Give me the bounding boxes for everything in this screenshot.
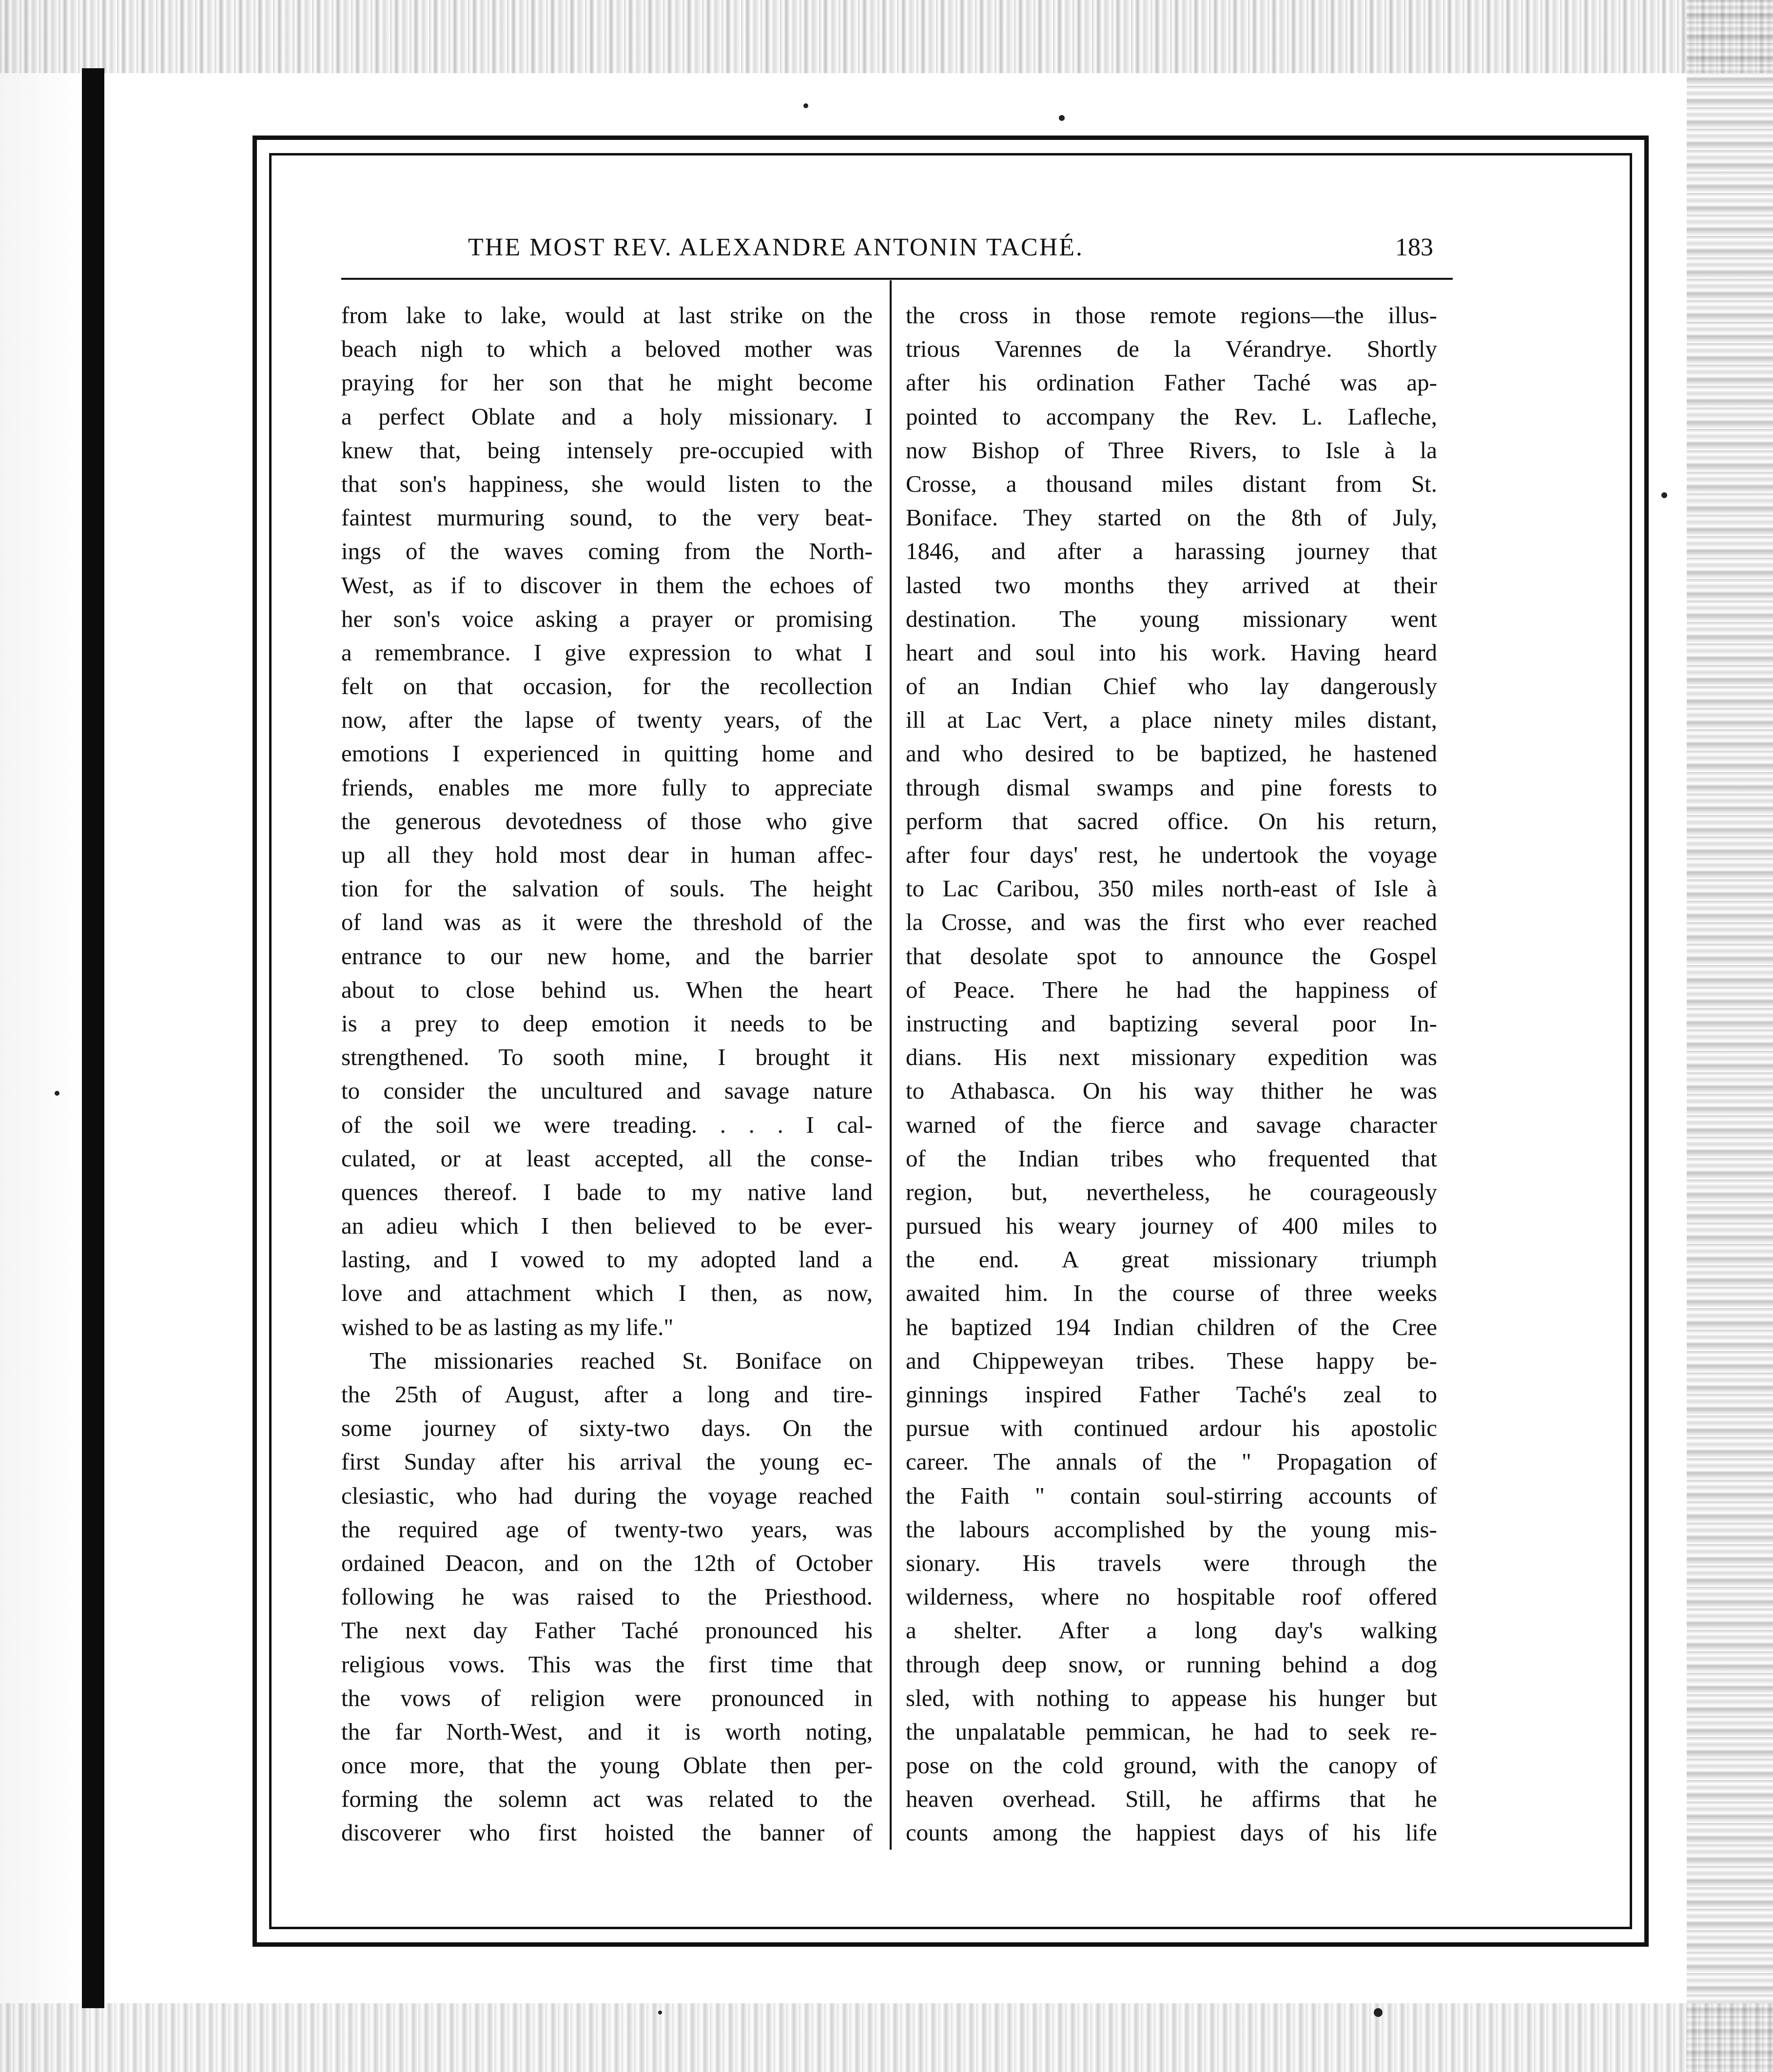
header-rule (341, 278, 1453, 280)
text-line: once more, that the young Oblate then per- (341, 1752, 873, 1779)
text-line: an adieu which I then believed to be ever- (341, 1212, 873, 1239)
scan-edge-bottom (0, 2003, 1773, 2072)
text-line: through dismal swamps and pine forests to (906, 774, 1437, 801)
text-line: strengthened. To sooth mine, I brought it (341, 1044, 873, 1071)
text-line: counts among the happiest days of his life (906, 1819, 1437, 1846)
text-line: now Bishop of Three Rivers, to Isle à la (906, 436, 1437, 464)
scan-speck (658, 2011, 662, 2014)
text-line: a shelter. After a long day's walking (906, 1617, 1437, 1644)
text-line: the labours accomplished by the young mis- (906, 1515, 1437, 1543)
text-line: quences thereof. I bade to my native land (341, 1178, 873, 1205)
text-line: Boniface. They started on the 8th of July, (906, 504, 1437, 531)
text-line: The missionaries reached St. Boniface on (370, 1347, 873, 1374)
text-line: awaited him. In the course of three weeks (906, 1279, 1437, 1307)
text-line: warned of the fierce and savage character (906, 1111, 1437, 1138)
text-line: the end. A great missionary triumph (906, 1246, 1437, 1273)
text-line: friends, enables me more fully to appreciate (341, 774, 873, 801)
text-line: ginnings inspired Father Taché's zeal to (906, 1381, 1437, 1408)
text-line: the Faith " contain soul-stirring accounts of (906, 1482, 1437, 1509)
text-line: from lake to lake, would at last strike on the (341, 302, 873, 329)
text-line: of Peace. There he had the happiness of (906, 976, 1437, 1003)
text-line: first Sunday after his arrival the young ec- (341, 1448, 873, 1475)
text-line: of the soil we were treading. . . . I cal- (341, 1111, 873, 1138)
scan-speck (1661, 492, 1667, 498)
text-line: beach nigh to which a beloved mother was (341, 335, 873, 363)
text-line: the unpalatable pemmican, he had to seek re- (906, 1718, 1437, 1745)
text-line: wilderness, where no hospitable roof offered (906, 1583, 1437, 1610)
text-line: of the Indian tribes who frequented that (906, 1144, 1437, 1172)
scan-speck (1059, 115, 1065, 121)
book-spine (82, 68, 104, 2008)
text-line: faintest murmuring sound, to the very beat- (341, 504, 873, 531)
text-line: some journey of sixty-two days. On the (341, 1414, 873, 1442)
text-line: entrance to our new home, and the barrier (341, 942, 873, 969)
text-line: love and attachment which I then, as now, (341, 1279, 873, 1307)
right-column (906, 298, 1437, 1850)
text-line: praying for her son that he might become (341, 369, 873, 396)
text-line: dians. His next missionary expedition was (906, 1044, 1437, 1071)
text-line: trious Varennes de la Vérandrye. Shortly (906, 335, 1437, 363)
text-line: the required age of twenty-two years, was (341, 1515, 873, 1543)
text-line: after his ordination Father Taché was ap- (906, 369, 1437, 396)
text-line: the generous devotedness of those who give (341, 807, 873, 834)
text-line: of land was as it were the threshold of the (341, 909, 873, 936)
text-line: felt on that occasion, for the recollection (341, 673, 873, 700)
text-line: perform that sacred office. On his return, (906, 807, 1437, 834)
text-line: knew that, being intensely pre-occupied with (341, 436, 873, 464)
running-title: THE MOST REV. ALEXANDRE ANTONIN TACHÉ. (468, 233, 1084, 261)
text-line: a remembrance. I give expression to what I (341, 639, 873, 666)
text-line: lasting, and I vowed to my adopted land a (341, 1246, 873, 1273)
text-line: to Athabasca. On his way thither he was (906, 1077, 1437, 1104)
column-divider (890, 280, 892, 1850)
text-line: la Crosse, and was the first who ever reached (906, 909, 1437, 936)
text-line: to Lac Caribou, 350 miles north-east of Isle à (906, 875, 1437, 902)
text-line: the cross in those remote regions—the illus- (906, 302, 1437, 329)
text-line: up all they hold most dear in human affec- (341, 841, 873, 868)
text-line: the vows of religion were pronounced in (341, 1684, 873, 1711)
text-line: discoverer who first hoisted the banner of (341, 1819, 873, 1846)
text-line: pointed to accompany the Rev. L. Lafleche, (906, 403, 1437, 430)
text-line: to consider the uncultured and savage nature (341, 1077, 873, 1104)
text-line: is a prey to deep emotion it needs to be (341, 1009, 873, 1037)
text-line: and Chippeweyan tribes. These happy be- (906, 1347, 1437, 1374)
text-line: sled, with nothing to appease his hunger but (906, 1684, 1437, 1711)
text-line: after four days' rest, he undertook the voyage (906, 841, 1437, 868)
text-line: ings of the waves coming from the North- (341, 538, 873, 565)
text-line: West, as if to discover in them the echoes of (341, 571, 873, 599)
text-line: following he was raised to the Priesthood. (341, 1583, 873, 1610)
page-number: 183 (1395, 233, 1433, 261)
text-line: her son's voice asking a prayer or promising (341, 605, 873, 632)
scan-speck (1374, 2008, 1383, 2017)
text-line: pursue with continued ardour his apostolic (906, 1414, 1437, 1442)
text-line: culated, or at least accepted, all the conse- (341, 1144, 873, 1172)
text-line: wished to be as lasting as my life." (341, 1313, 674, 1340)
text-line: pose on the cold ground, with the canopy of (906, 1752, 1437, 1779)
text-line: pursued his weary journey of 400 miles to (906, 1212, 1437, 1239)
text-line: instructing and baptizing several poor In- (906, 1009, 1437, 1037)
text-line: 1846, and after a harassing journey that (906, 538, 1437, 565)
scan-shadow (0, 0, 82, 2072)
text-line: and who desired to be baptized, he hastened (906, 740, 1437, 767)
text-line: forming the solemn act was related to the (341, 1785, 873, 1813)
text-line: he baptized 194 Indian children of the Cree (906, 1313, 1437, 1340)
scan-speck (55, 1091, 59, 1096)
text-line: The next day Father Taché pronounced his (341, 1617, 873, 1644)
scan-speck (803, 103, 808, 108)
text-line: emotions I experienced in quitting home and (341, 740, 873, 767)
text-line: ordained Deacon, and on the 12th of October (341, 1549, 873, 1576)
text-line: through deep snow, or running behind a dog (906, 1650, 1437, 1678)
text-line: that desolate spot to announce the Gospel (906, 942, 1437, 969)
text-line: tion for the salvation of souls. The height (341, 875, 873, 902)
text-line: about to close behind us. When the heart (341, 976, 873, 1003)
text-line: heart and soul into his work. Having heard (906, 639, 1437, 666)
text-line: of an Indian Chief who lay dangerously (906, 673, 1437, 700)
text-line: destination. The young missionary went (906, 605, 1437, 632)
text-line: religious vows. This was the first time that (341, 1650, 873, 1678)
text-line: clesiastic, who had during the voyage reached (341, 1482, 873, 1509)
text-line: that son's happiness, she would listen to the (341, 470, 873, 497)
text-line: a perfect Oblate and a holy missionary. I (341, 403, 873, 430)
left-column (341, 298, 873, 1850)
text-line: career. The annals of the " Propagation of (906, 1448, 1437, 1475)
text-line: lasted two months they arrived at their (906, 571, 1437, 599)
scan-edge-right (1687, 0, 1773, 2072)
text-line: ill at Lac Vert, a place ninety miles distant, (906, 706, 1437, 734)
text-line: region, but, nevertheless, he courageously (906, 1178, 1437, 1205)
text-line: now, after the lapse of twenty years, of the (341, 706, 873, 734)
text-line: Crosse, a thousand miles distant from St. (906, 470, 1437, 497)
text-line: the 25th of August, after a long and tire- (341, 1381, 873, 1408)
text-line: sionary. His travels were through the (906, 1549, 1437, 1576)
text-line: the far North-West, and it is worth noting, (341, 1718, 873, 1745)
text-line: heaven overhead. Still, he affirms that he (906, 1785, 1437, 1813)
scan-edge-top (0, 0, 1773, 73)
